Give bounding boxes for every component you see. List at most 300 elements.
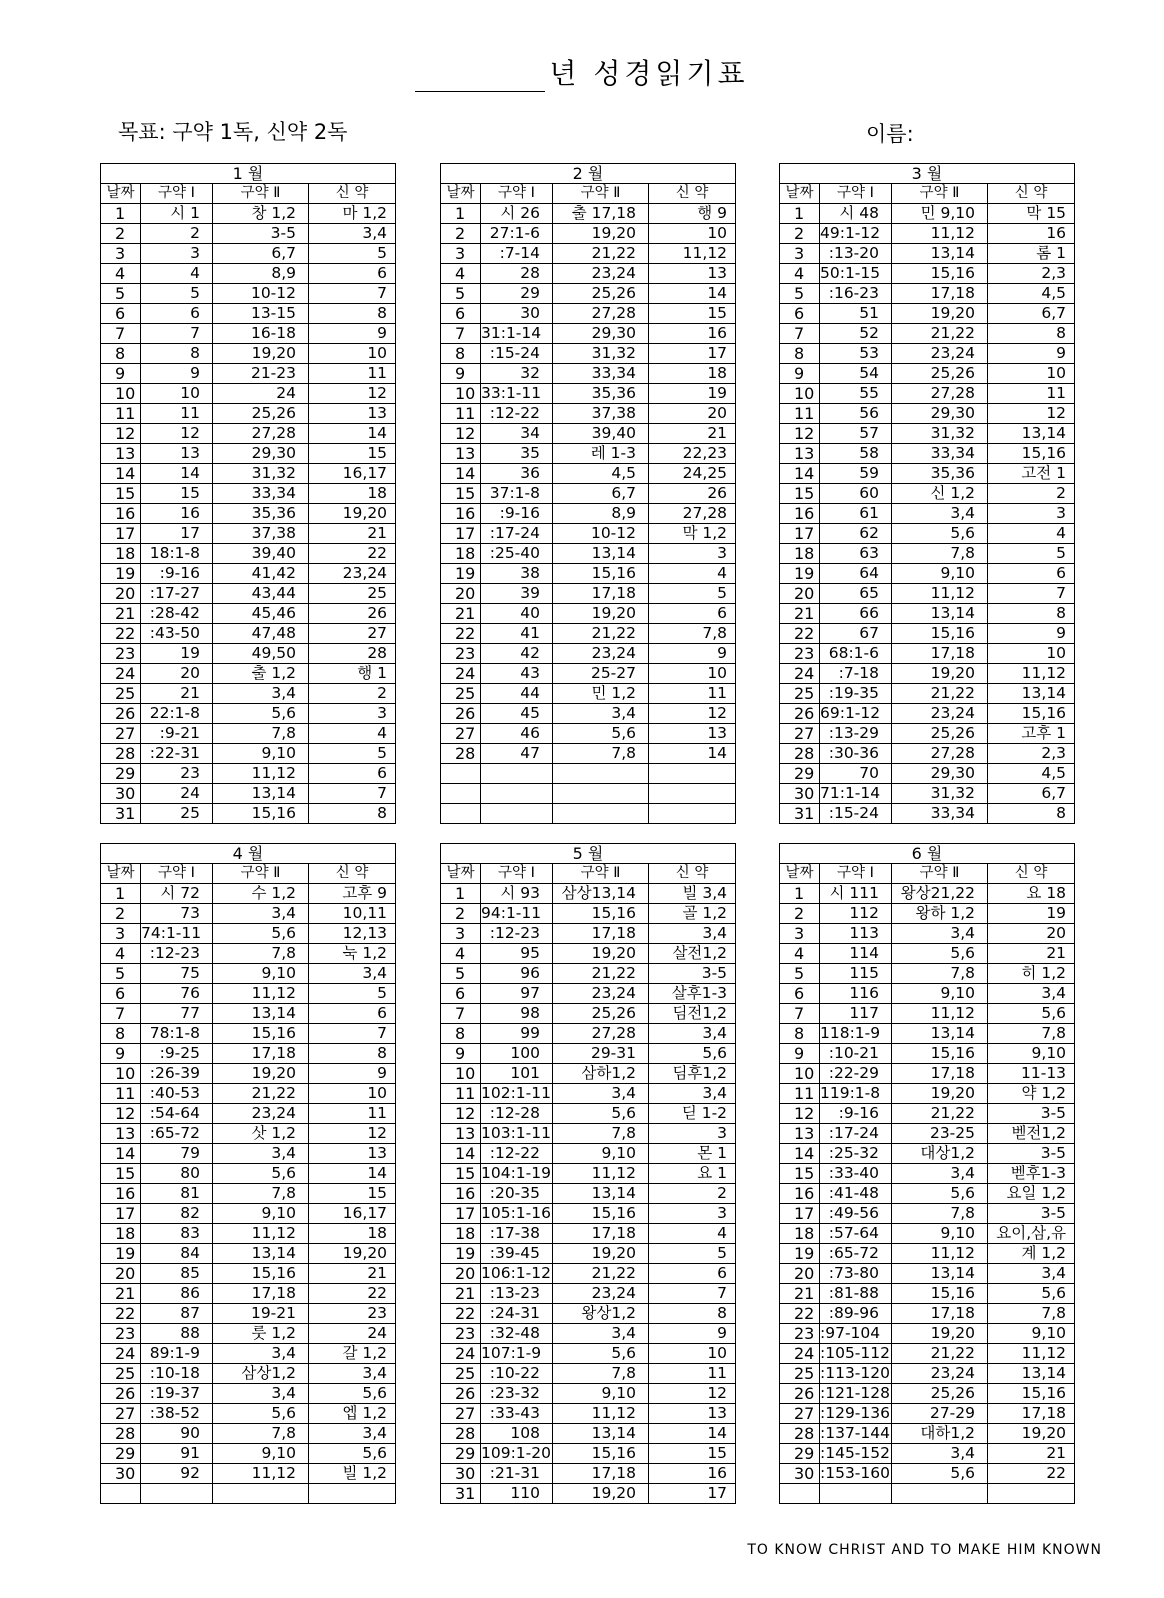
table-row	[101, 784, 396, 804]
nt-cell: 21	[988, 1444, 1075, 1464]
table-row	[780, 944, 1075, 964]
ot1-cell: 49:1-12	[820, 224, 892, 244]
ot2-cell: 15,16	[892, 624, 988, 644]
ot2-cell: 삼상13,14	[553, 884, 649, 904]
ot2-cell: 31,32	[892, 784, 988, 804]
nt-cell: 2,3	[988, 264, 1075, 284]
ot1-cell: 68:1-6	[820, 644, 892, 664]
nt-cell: 19,20	[309, 1244, 396, 1264]
ot1-cell: 46	[481, 724, 553, 744]
day-cell: 18	[101, 544, 141, 564]
nt-cell: 10	[988, 364, 1075, 384]
ot1-cell: :17-27	[141, 584, 213, 604]
table-row	[101, 264, 396, 284]
nt-cell: 10	[649, 224, 736, 244]
table-row	[441, 324, 736, 344]
day-cell: 23	[441, 644, 481, 664]
table-row	[441, 1224, 736, 1244]
day-cell: 23	[101, 1324, 141, 1344]
ot1-cell: 27:1-6	[481, 224, 553, 244]
ot2-cell: 3,4	[892, 1444, 988, 1464]
ot1-cell: 96	[481, 964, 553, 984]
nt-cell: 12,13	[309, 924, 396, 944]
ot1-cell: :54-64	[141, 1104, 213, 1124]
table-row	[441, 224, 736, 244]
ot2-cell: 35,36	[213, 504, 309, 524]
nt-cell: 행 1	[309, 664, 396, 684]
day-cell: 18	[101, 1224, 141, 1244]
day-cell: 28	[780, 1424, 820, 1444]
ot2-cell: 9,10	[553, 1384, 649, 1404]
ot2-cell: 19,20	[892, 664, 988, 684]
ot2-cell: 왕하 1,2	[892, 904, 988, 924]
table-row	[780, 1344, 1075, 1364]
column-header-nt: 신 약	[649, 864, 736, 884]
table-row	[441, 1144, 736, 1164]
nt-cell: 16,17	[309, 464, 396, 484]
ot1-cell: 34	[481, 424, 553, 444]
day-cell: 13	[780, 444, 820, 464]
ot2-cell: 15,16	[892, 1284, 988, 1304]
ot1-cell: 83	[141, 1224, 213, 1244]
nt-cell: 눅 1,2	[309, 944, 396, 964]
ot2-cell: 7,8	[892, 1204, 988, 1224]
day-cell: 1	[101, 204, 141, 224]
ot2-cell: 17,18	[553, 924, 649, 944]
nt-cell: 22	[988, 1464, 1075, 1484]
ot1-cell: :40-53	[141, 1084, 213, 1104]
day-cell: 14	[780, 464, 820, 484]
ot1-cell: :10-22	[481, 1364, 553, 1384]
day-cell: 27	[441, 1404, 481, 1424]
ot1-cell: 112	[820, 904, 892, 924]
table-row	[780, 1444, 1075, 1464]
nt-cell: 3	[649, 1204, 736, 1224]
nt-cell: 18	[649, 364, 736, 384]
table-row	[780, 524, 1075, 544]
day-cell: 6	[780, 984, 820, 1004]
table-row	[780, 424, 1075, 444]
nt-cell: 15	[649, 1444, 736, 1464]
ot2-cell: 7,8	[213, 724, 309, 744]
ot1-cell: :32-48	[481, 1324, 553, 1344]
nt-cell: 23,24	[309, 564, 396, 584]
footer-motto: TO KNOW CHRIST AND TO MAKE HIM KNOWN	[747, 1542, 1102, 1558]
ot1-cell: 25	[141, 804, 213, 824]
table-row	[441, 1424, 736, 1444]
ot2-cell: 대하1,2	[892, 1424, 988, 1444]
table-row	[101, 244, 396, 264]
table-row	[101, 1344, 396, 1364]
column-header-ot2: 구약 Ⅱ	[892, 184, 988, 204]
table-row	[101, 424, 396, 444]
table-row	[441, 1044, 736, 1064]
table-row	[101, 484, 396, 504]
ot2-cell: 13,14	[892, 244, 988, 264]
nt-cell: 6,7	[988, 304, 1075, 324]
ot1-cell: 53	[820, 344, 892, 364]
ot1-cell: 84	[141, 1244, 213, 1264]
ot1-cell: 78:1-8	[141, 1024, 213, 1044]
table-row	[441, 884, 736, 904]
ot2-cell: 삿 1,2	[213, 1124, 309, 1144]
title-text: 년 성경읽기표	[549, 57, 749, 90]
nt-cell: 벧후1-3	[988, 1164, 1075, 1184]
table-row	[780, 1004, 1075, 1024]
table-row	[101, 1084, 396, 1104]
month-name: 5 월	[441, 844, 736, 864]
day-cell: 25	[101, 1364, 141, 1384]
nt-cell: 골 1,2	[649, 904, 736, 924]
column-header-ot1: 구약 Ⅰ	[481, 184, 553, 204]
nt-cell: 22	[309, 1284, 396, 1304]
ot2-cell: 21,22	[213, 1084, 309, 1104]
table-row	[780, 1424, 1075, 1444]
nt-cell: 6	[309, 1004, 396, 1024]
day-cell: 27	[101, 724, 141, 744]
ot2-cell: 11,12	[213, 984, 309, 1004]
ot1-cell: 24	[141, 784, 213, 804]
day-cell: 21	[780, 604, 820, 624]
ot1-cell: 51	[820, 304, 892, 324]
ot2-cell: 11,12	[892, 1004, 988, 1024]
day-cell: 9	[101, 1044, 141, 1064]
nt-cell: 약 1,2	[988, 1084, 1075, 1104]
table-row	[101, 664, 396, 684]
ot2-cell: 33,34	[553, 364, 649, 384]
nt-cell: 9	[649, 1324, 736, 1344]
ot2-cell: 19,20	[213, 1064, 309, 1084]
table-row	[441, 1024, 736, 1044]
day-cell: 16	[441, 1184, 481, 1204]
table-row	[780, 1264, 1075, 1284]
ot2-cell: 23,24	[553, 984, 649, 1004]
table-row	[101, 464, 396, 484]
month-name: 2 월	[441, 164, 736, 184]
ot2-cell: 3-5	[213, 224, 309, 244]
ot1-cell: 62	[820, 524, 892, 544]
ot1-cell: 110	[481, 1484, 553, 1504]
ot2-cell: 3,4	[892, 924, 988, 944]
ot1-cell: 19	[141, 644, 213, 664]
ot1-cell: 9	[141, 364, 213, 384]
nt-cell: 계 1,2	[988, 1244, 1075, 1264]
day-cell: 13	[441, 1124, 481, 1144]
table-row	[780, 1224, 1075, 1244]
table-row	[441, 704, 736, 724]
nt-cell: 3,4	[649, 924, 736, 944]
ot1-cell: 88	[141, 1324, 213, 1344]
table-row	[101, 444, 396, 464]
day-cell: 8	[101, 344, 141, 364]
nt-cell	[309, 1484, 396, 1504]
ot1-cell: :113-120	[820, 1364, 890, 1382]
ot2-cell: 11,12	[892, 224, 988, 244]
table-row	[441, 384, 736, 404]
table-row	[101, 344, 396, 364]
ot2-cell: 27,28	[892, 744, 988, 764]
ot2-cell: 9,10	[553, 1144, 649, 1164]
table-row	[780, 644, 1075, 664]
table-row	[780, 744, 1075, 764]
day-cell: 13	[441, 444, 481, 464]
table-row	[441, 724, 736, 744]
day-cell: 1	[780, 884, 820, 904]
ot1-cell: 52	[820, 324, 892, 344]
ot1-cell: 82	[141, 1204, 213, 1224]
month-table	[100, 163, 396, 824]
table-row	[780, 1204, 1075, 1224]
table-row	[441, 1104, 736, 1124]
ot2-cell: 23,24	[553, 644, 649, 664]
ot2-cell: 25,26	[213, 404, 309, 424]
nt-cell: 10	[309, 1084, 396, 1104]
ot2-cell: 19-21	[213, 1304, 309, 1324]
ot1-cell: :20-35	[481, 1184, 553, 1204]
nt-cell: 4	[309, 724, 396, 744]
column-header-nt: 신 약	[649, 184, 736, 204]
day-cell: 29	[780, 1444, 820, 1464]
table-row	[101, 1044, 396, 1064]
nt-cell: 3-5	[649, 964, 736, 984]
day-cell: 22	[101, 1304, 141, 1324]
table-row	[780, 564, 1075, 584]
ot2-cell: 15,16	[213, 1024, 309, 1044]
nt-cell: 3	[649, 544, 736, 564]
ot2-cell: 7,8	[213, 1184, 309, 1204]
nt-cell: 27	[309, 624, 396, 644]
ot1-cell: 43	[481, 664, 553, 684]
ot2-cell: 9,10	[892, 1224, 988, 1244]
ot1-cell: 3	[141, 244, 213, 264]
ot2-cell: 25,26	[892, 364, 988, 384]
table-row	[101, 884, 396, 904]
ot1-cell: 11	[141, 404, 213, 424]
day-cell: 7	[441, 324, 481, 344]
ot1-cell: 57	[820, 424, 892, 444]
table-row	[101, 804, 396, 824]
nt-cell: 26	[309, 604, 396, 624]
ot2-cell: 33,34	[213, 484, 309, 504]
day-cell: 12	[780, 1104, 820, 1124]
ot2-cell: 15,16	[553, 564, 649, 584]
day-cell: 19	[101, 1244, 141, 1264]
ot1-cell: :24-31	[481, 1304, 553, 1324]
ot2-cell: 27,28	[553, 304, 649, 324]
table-row	[780, 264, 1075, 284]
ot1-cell: 15	[141, 484, 213, 504]
day-cell: 31	[101, 804, 141, 824]
day-cell: 6	[441, 984, 481, 1004]
ot2-cell: 39,40	[213, 544, 309, 564]
day-cell: 19	[441, 564, 481, 584]
table-row	[780, 544, 1075, 564]
column-header-nt: 신 약	[309, 184, 396, 204]
day-cell: 22	[441, 624, 481, 644]
day-cell: 17	[441, 1204, 481, 1224]
table-row	[780, 1184, 1075, 1204]
table-row	[441, 904, 736, 924]
table-row	[441, 1384, 736, 1404]
day-cell: 16	[101, 1184, 141, 1204]
table-row	[101, 204, 396, 224]
day-cell: 8	[780, 1024, 820, 1044]
table-row	[441, 644, 736, 664]
nt-cell: 3	[649, 1124, 736, 1144]
table-row	[441, 1364, 736, 1384]
nt-cell: 마 1,2	[309, 204, 396, 224]
ot2-cell	[553, 804, 649, 824]
day-cell	[441, 784, 481, 804]
table-row	[101, 1324, 396, 1344]
table-row	[780, 904, 1075, 924]
day-cell: 11	[441, 1084, 481, 1104]
nt-cell: 16	[649, 1464, 736, 1484]
day-cell: 1	[101, 884, 141, 904]
ot2-cell: 17,18	[213, 1044, 309, 1064]
ot1-cell: :23-32	[481, 1384, 553, 1404]
ot2-cell: 37,38	[213, 524, 309, 544]
ot1-cell: :12-22	[481, 1144, 553, 1164]
table-row	[780, 964, 1075, 984]
ot2-cell	[213, 1484, 309, 1504]
day-cell: 5	[441, 284, 481, 304]
table-row	[780, 1064, 1075, 1084]
table-row	[780, 284, 1075, 304]
ot2-cell: 17,18	[892, 284, 988, 304]
nt-cell: 3-5	[988, 1144, 1075, 1164]
ot2-cell: 13,14	[892, 1264, 988, 1284]
day-cell: 27	[101, 1404, 141, 1424]
nt-cell: 3,4	[649, 1084, 736, 1104]
nt-cell: 11	[309, 1104, 396, 1124]
nt-cell: 5	[309, 984, 396, 1004]
ot1-cell: :7-14	[481, 244, 553, 264]
nt-cell: 살후1-3	[649, 984, 736, 1004]
table-row	[441, 804, 736, 824]
ot1-cell: 81	[141, 1184, 213, 1204]
table-row	[441, 1164, 736, 1184]
table-row	[441, 1064, 736, 1084]
day-cell: 6	[780, 304, 820, 324]
day-cell: 13	[101, 1124, 141, 1144]
ot1-cell: 41	[481, 624, 553, 644]
ot1-cell: :10-18	[141, 1364, 213, 1384]
table-row	[780, 1164, 1075, 1184]
ot1-cell: 92	[141, 1464, 213, 1484]
nt-cell: 딛 1-2	[649, 1104, 736, 1124]
day-cell: 15	[780, 484, 820, 504]
nt-cell: 7	[649, 1284, 736, 1304]
nt-cell: 7	[309, 1024, 396, 1044]
day-cell: 26	[101, 1384, 141, 1404]
day-cell: 19	[441, 1244, 481, 1264]
day-cell: 4	[780, 944, 820, 964]
ot2-cell: 출 1,2	[213, 664, 309, 684]
ot1-cell: 87	[141, 1304, 213, 1324]
ot2-cell: 19,20	[553, 224, 649, 244]
ot1-cell: 63	[820, 544, 892, 564]
ot1-cell: 80	[141, 1164, 213, 1184]
ot1-cell: 67	[820, 624, 892, 644]
day-cell: 18	[441, 1224, 481, 1244]
ot1-cell: :13-29	[820, 724, 892, 744]
nt-cell: 13	[649, 264, 736, 284]
day-cell: 11	[101, 1084, 141, 1104]
ot1-cell: 45	[481, 704, 553, 724]
column-header-day: 날짜	[441, 184, 481, 204]
nt-cell: 24,25	[649, 464, 736, 484]
day-cell: 12	[780, 424, 820, 444]
table-row	[780, 1024, 1075, 1044]
table-row	[101, 1284, 396, 1304]
nt-cell: 12	[649, 1384, 736, 1404]
nt-cell: 13,14	[988, 1364, 1075, 1384]
day-cell: 10	[780, 384, 820, 404]
ot2-cell: 25,26	[553, 284, 649, 304]
nt-cell: 7	[309, 284, 396, 304]
table-row	[780, 324, 1075, 344]
nt-cell: 12	[309, 384, 396, 404]
table-row	[101, 1444, 396, 1464]
nt-cell: 5	[649, 584, 736, 604]
ot1-cell: :15-24	[820, 804, 892, 824]
ot2-cell: 7,8	[213, 944, 309, 964]
nt-cell: 7	[309, 784, 396, 804]
day-cell: 20	[780, 1264, 820, 1284]
ot1-cell: 116	[820, 984, 892, 1004]
table-row	[780, 464, 1075, 484]
day-cell: 23	[101, 644, 141, 664]
table-row	[441, 564, 736, 584]
nt-cell: 11	[309, 364, 396, 384]
nt-cell: 11	[988, 384, 1075, 404]
ot2-cell	[553, 764, 649, 784]
day-cell: 28	[441, 1424, 481, 1444]
table-row	[780, 1304, 1075, 1324]
nt-cell: 7,8	[649, 624, 736, 644]
ot1-cell: :105-112	[820, 1344, 890, 1362]
table-row	[101, 1104, 396, 1124]
day-cell: 6	[101, 984, 141, 1004]
table-row	[441, 944, 736, 964]
nt-cell: 엡 1,2	[309, 1404, 396, 1424]
ot2-cell: 23,24	[553, 264, 649, 284]
ot1-cell: :129-136	[820, 1404, 890, 1422]
table-row	[101, 1364, 396, 1384]
day-cell: 18	[780, 1224, 820, 1244]
ot1-cell: :12-28	[481, 1104, 553, 1124]
ot2-cell: 23,24	[553, 1284, 649, 1304]
nt-cell: 고후 1	[988, 724, 1075, 744]
nt-cell: 딤후1,2	[649, 1064, 736, 1084]
ot1-cell: 7	[141, 324, 213, 344]
day-cell: 11	[780, 404, 820, 424]
ot1-cell: :17-38	[481, 1224, 553, 1244]
nt-cell: 3-5	[988, 1104, 1075, 1124]
ot1-cell: 29	[481, 284, 553, 304]
nt-cell: 21	[988, 944, 1075, 964]
nt-cell: 9,10	[988, 1044, 1075, 1064]
ot2-cell: 6,7	[553, 484, 649, 504]
day-cell: 28	[441, 744, 481, 764]
column-header-day: 날짜	[441, 864, 481, 884]
ot2-cell: 35,36	[892, 464, 988, 484]
column-header-day: 날짜	[101, 184, 141, 204]
ot1-cell: 98	[481, 1004, 553, 1024]
ot1-cell: 21	[141, 684, 213, 704]
ot2-cell: 17,18	[892, 644, 988, 664]
